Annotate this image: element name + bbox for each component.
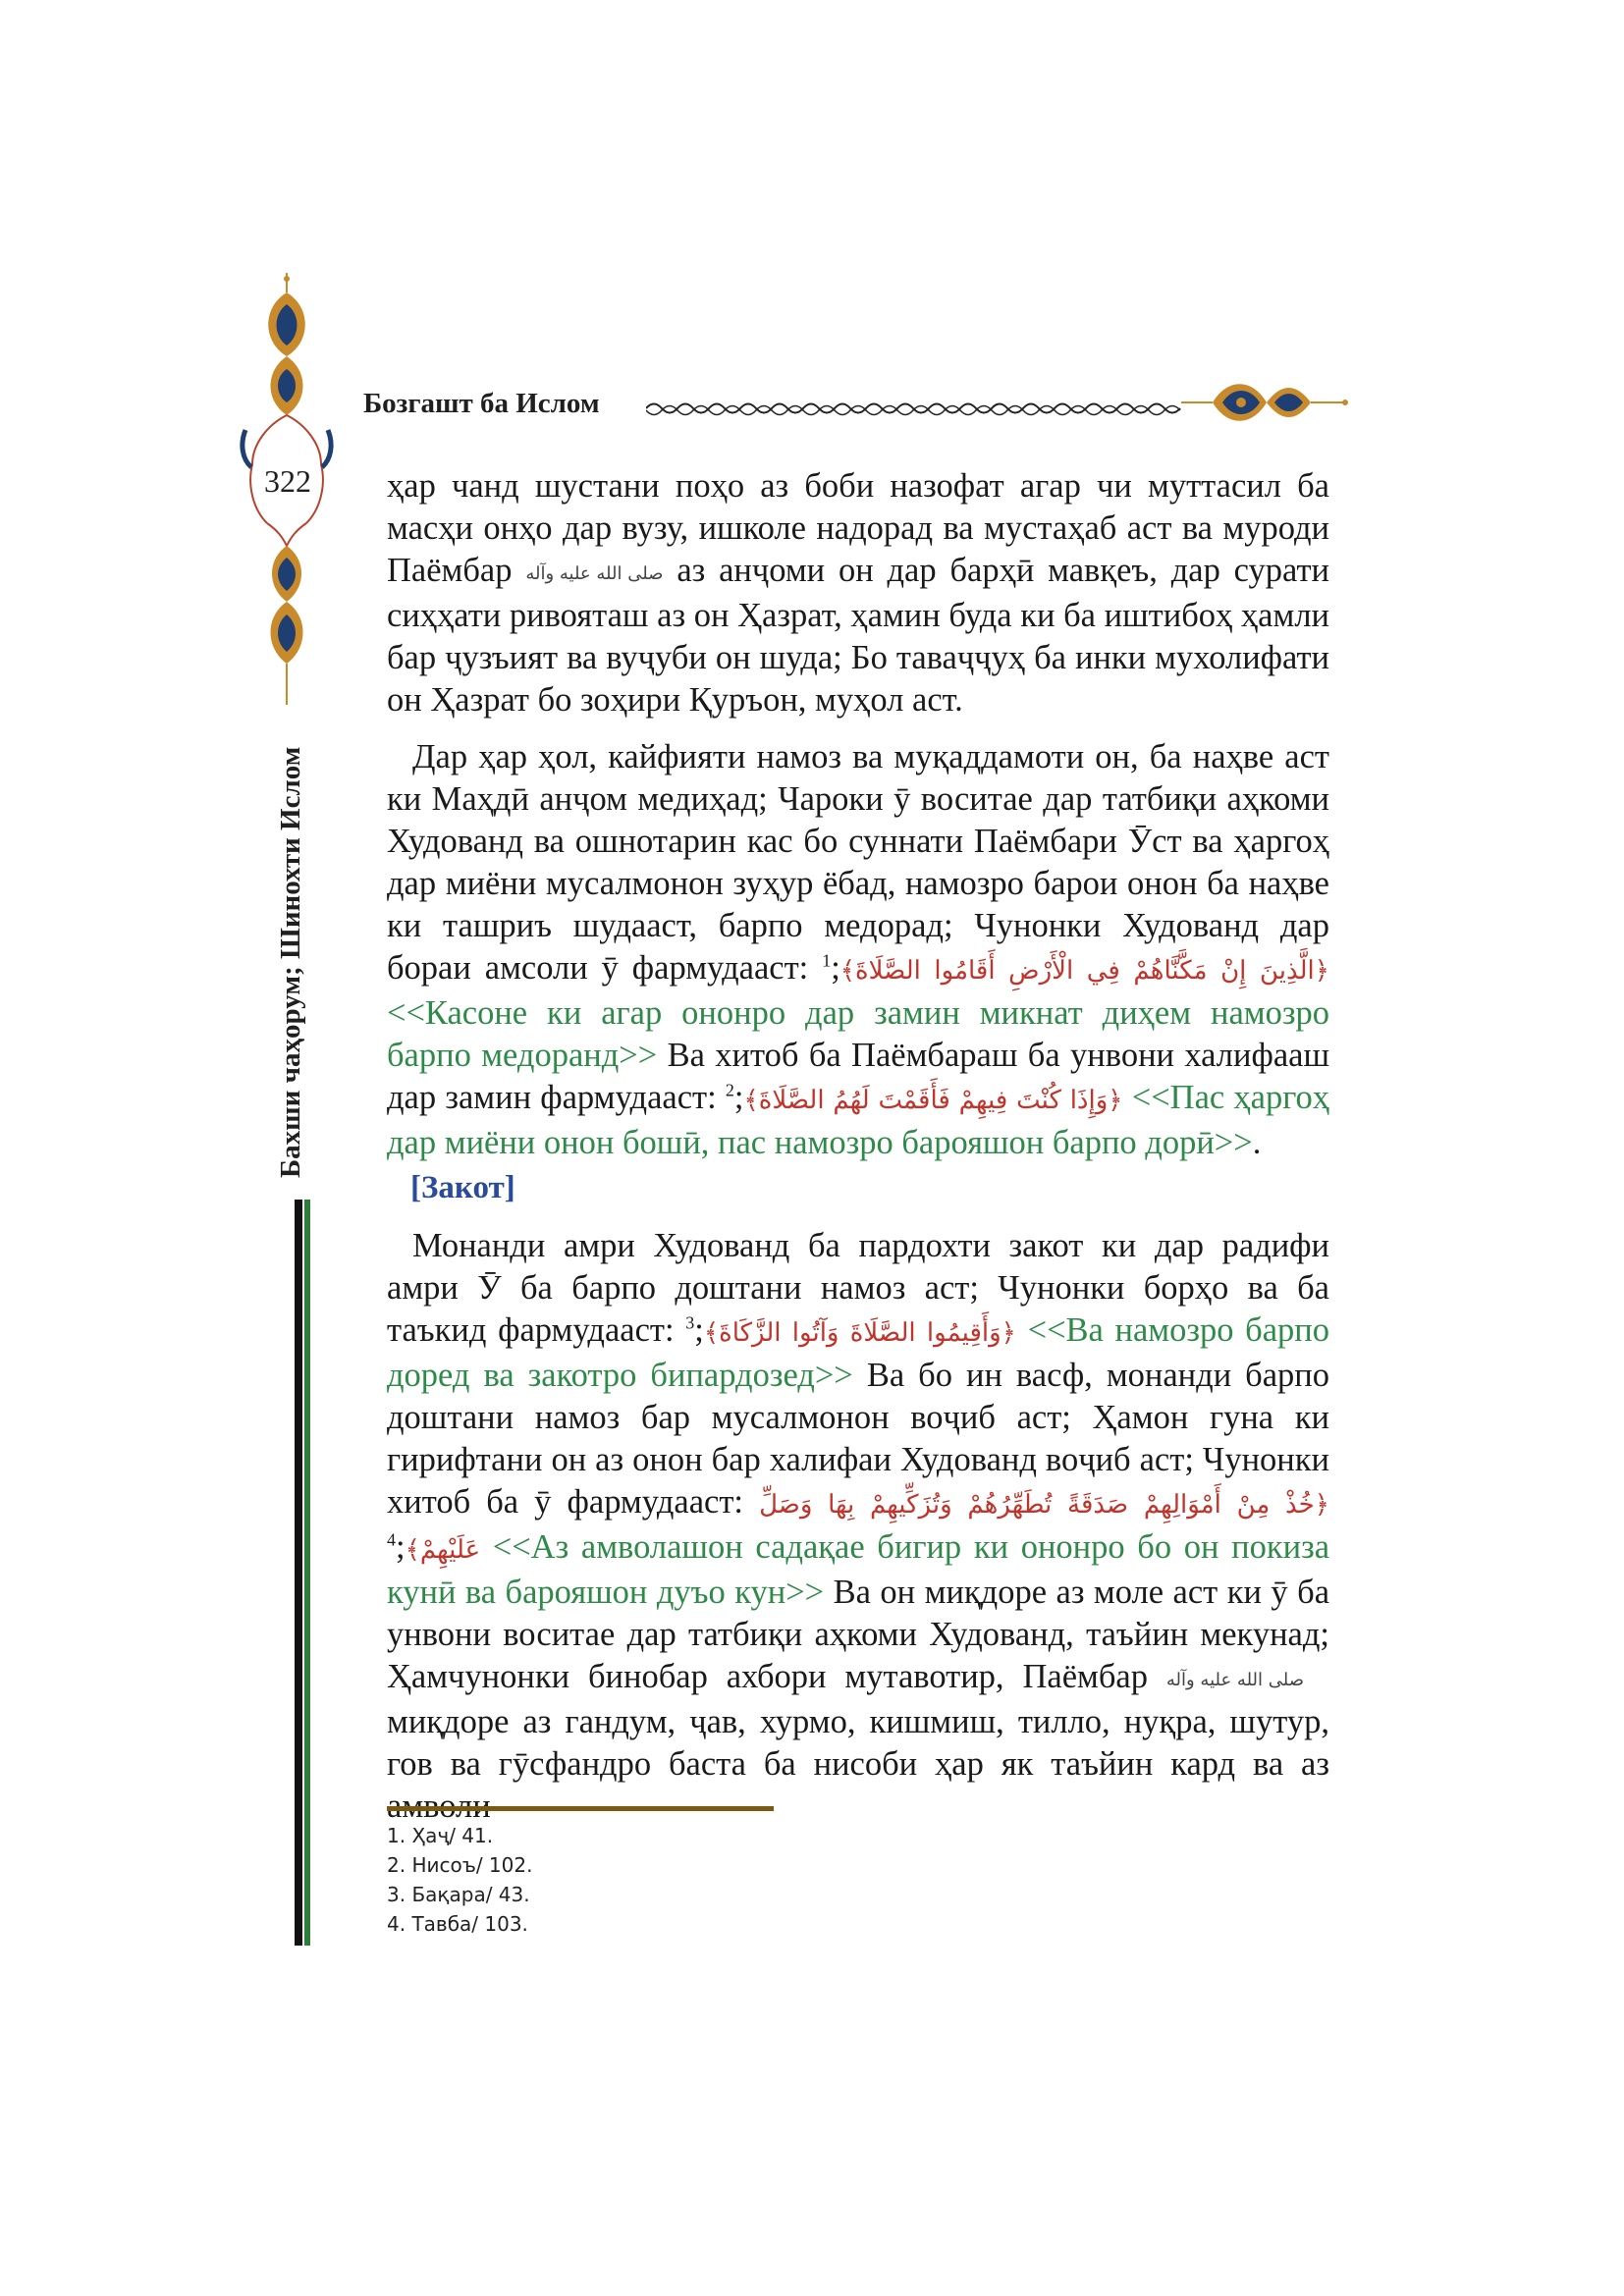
arabic-quote-1: ﴿الَّذِينَ إِنْ مَكَّنَّاهُمْ فِي الْأَرْضِ أَقَامُوا الصَّلَاةَ﴾	[839, 956, 1330, 986]
paragraph-3-text-b: Ва бо ин васф, монанди барпо доштани намоз бар мусалмонон воҷиб аст; Ҳамон гуна ки гирифтани он аз онон бар халифаи Худованд воҷиб аст; Чунонки хитоб ба ӯ фармудааст:	[387, 1357, 1330, 1521]
paragraph-3: Монанди амри Худованд ба пардохти закот ки дар радифи амри Ӯ ба барпо доштани намоз аст; Чунонки борҳо ва ба таъкид фармудааст: ﴿وَأَقِيمُوا الصَّلَاةَ وَآتُوا الزَّكَاةَ﴾;$^3$ <<Ва намозро барпо доред ва закотро бипардозед>> Ва бо ин васф, монанди барпо доштани намоз бар мусалмонон воҷиб аст; Ҳамон гуна ки гирифтани он аз онон бар халифаи Худованд воҷиб аст; Чунонки хитоб ба ӯ фармудааст: ﴿خُذْ مِنْ أَمْوَالِهِمْ صَدَقَةً تُطَهِّرُهُمْ وَتُزَكِّيهِمْ بِهَا وَصَلِّ عَلَيْهِمْ﴾;$^4$ <<Аз амволашон садақае бигир ки ононро бо он покиза кунӣ ва барояшон дуъо кун>> Ва он миқдоре аз моле аст ки ӯ ба унвони воситае дар татбиқи аҳкоми Худованд, таъйин мекунад; Ҳамчунонки бинобар ахбори мутавотир, Паёмбар صلى الله عليه وآله миқдоре аз гандум, ҷав, хурмо, кишмиш, тилло, нуқра, шутур, гов ва гӯсфандро баста ба нисоби ҳар як таъйин кард ва аз	[387, 1225, 1329, 1828]
arabic-quote-3: ﴿وَأَقِيمُوا الصَّلَاةَ وَآتُوا الزَّكَاةَ﴾	[703, 1318, 1016, 1348]
running-header-title: Бозгашт ба Ислом	[363, 388, 600, 419]
side-bar-black	[295, 1200, 302, 1946]
footnote-3: 3. Бақара/ 43.	[387, 1883, 530, 1906]
footnote-rule	[387, 1806, 774, 1811]
paragraph-2-text-a: Дар ҳар ҳол, кайфияти намоз ва муқаддамоти он, ба наҳве аст ки Маҳдӣ анҷом медиҳад; Чароки ӯ воситае дар татбиқи аҳкоми Худованд ва ошнотарин кас бо суннати Паёмбари Ӯст ва ҳаргоҳ дар миёни мусалмонон зуҳур ёбад, намозро барои онон ба наҳве ки ташриъ шудааст, барпо медорад; Чунонки Худованд дар бораи амсоли ӯ фармудааст:	[387, 738, 1329, 987]
paragraph-3-text-a: Монанди амри Худованд ба пардохти закот ки дар радифи амри Ӯ ба барпо доштани намоз аст; Чунонки борҳо ва ба таъкид фармудааст:	[387, 1227, 1329, 1349]
section-heading-zakat: [Закот]	[410, 1170, 515, 1205]
page-number: 322	[264, 463, 311, 499]
arabic-quote-4: ﴿خُذْ مِنْ أَمْوَالِهِمْ صَدَقَةً تُطَهِّرُهُمْ وَتُزَكِّيهِمْ بِهَا وَصَلِّ عَلَيْهِمْ﴾	[405, 1490, 1329, 1565]
salutation-seal: صلى الله عليه وآله	[525, 562, 664, 584]
header-floral-ornament	[1173, 373, 1350, 432]
paragraph-2: Дар ҳар ҳол, кайфияти намоз ва муқаддамоти он, ба наҳве аст ки Маҳдӣ анҷом медиҳад; Чароки ӯ воситае дар татбиқи аҳкоми Худованд ва ошнотарин кас бо суннати Паёмбари Ӯст ва ҳаргоҳ дар миёни мусалмонон зуҳур ёбад, намозро барои онон ба наҳве ки ташриъ шудааст, барпо медорад; Чунонки Худованд дар бораи амсоли ӯ фармудааст: ﴿الَّذِينَ إِنْ مَكَّنَّاهُمْ فِي الْأَرْضِ أَقَامُوا الصَّلَاةَ﴾;$^1$ <<Касоне ки агар ононро дар замин микнат диҳем намозро барпо медоранд>> Ва хитоб ба Паёмбараш ба унвони халифааш дар замин фармудааст: ﴿وَإِذَا كُنْتَ فِيهِمْ فَأَقَمْتَ لَهُمُ الصَّلَاةَ﴾;$^2$ <<Пас ҳаргоҳ дар миёни онон бошӣ, пас намозро барояшон барпо дорӣ>>.	[387, 738, 1330, 1161]
side-section-title: Бахши чаҳорум; Шинохти Ислом	[275, 746, 306, 1178]
footnote-ref-4: 4	[387, 1529, 396, 1550]
footnote-ref-2: 2	[725, 1080, 734, 1100]
paragraph-1-rest: аз анҷоми он дар барҳӣ мавқеъ, дар сурати сиҳҳати ривояташ аз он Ҳазрат, ҳамин буда ки ба иштибоҳ ҳамли бар ҷузъият ва вуҷуби он шуда; Бо таваҷҷуҳ ба инки мухолифати он Ҳазрат бо зоҳири Қуръон, муҳол аст.	[387, 552, 1329, 719]
footnote-4: 4. Тавба/ 103.	[387, 1912, 528, 1936]
paragraph-3-text-d: миқдоре аз гандум, ҷав, хурмо, кишмиш, тилло, нуқра, шутур, гов ва гӯсфандро баста ба нисоби ҳар як таъйин кард ва аз	[387, 1702, 1329, 1783]
paragraph-3-text-c: Ва он миқдоре аз моле аст ки ӯ ба унвони воситае дар татбиқи аҳкоми Худованд, таъйин мекунад; Ҳамчунонки бинобар ахбори мутавотир, Паёмбар	[387, 1574, 1330, 1695]
arabic-quote-2: ﴿وَإِذَا كُنْتَ فِيهِمْ فَأَقَمْتَ لَهُمُ الصَّلَاةَ﴾	[743, 1086, 1123, 1115]
paragraph-2-text-b: Ва хитоб ба Паёмбараш ба унвони халифааш дар замин фармудааст:	[387, 1037, 1330, 1116]
footnote-2: 2. Нисоъ/ 102.	[387, 1853, 533, 1877]
header-wave-rule	[646, 398, 1191, 419]
salutation-seal-2: صلى الله عليه وآله	[1165, 1669, 1304, 1690]
translation-1: <<Касоне ки агар ононро дар замин микнат диҳем намозро барпо медоранд>>	[387, 994, 1329, 1074]
translation-4: <<Аз амволашон садақае бигир ки ононро бо он покиза кунӣ ва барояшон дуъо кун>>	[387, 1528, 1330, 1611]
translation-2: <<Пас ҳаргоҳ дар миёни онон бошӣ, пас намозро барояшон барпо дорӣ>>	[387, 1079, 1330, 1161]
translation-3: <<Ва намозро барпо доред ва закотро бипардозед>>	[387, 1311, 1330, 1394]
footnote-ref-3: 3	[685, 1312, 695, 1333]
footnote-1: 1. Ҳаҷ/ 41.	[387, 1824, 494, 1847]
paragraph-1	[387, 465, 1329, 721]
footnote-ref-1: 1	[822, 950, 832, 971]
side-bar-green	[304, 1200, 310, 1946]
paragraph-1-text: ҳар чанд шустани поҳо аз боби назофат агар чи муттасил ба масҳи онҳо дар вузу, ишколе надорад ва мустаҳаб аст ва муроди Паёмбар	[387, 467, 1329, 589]
